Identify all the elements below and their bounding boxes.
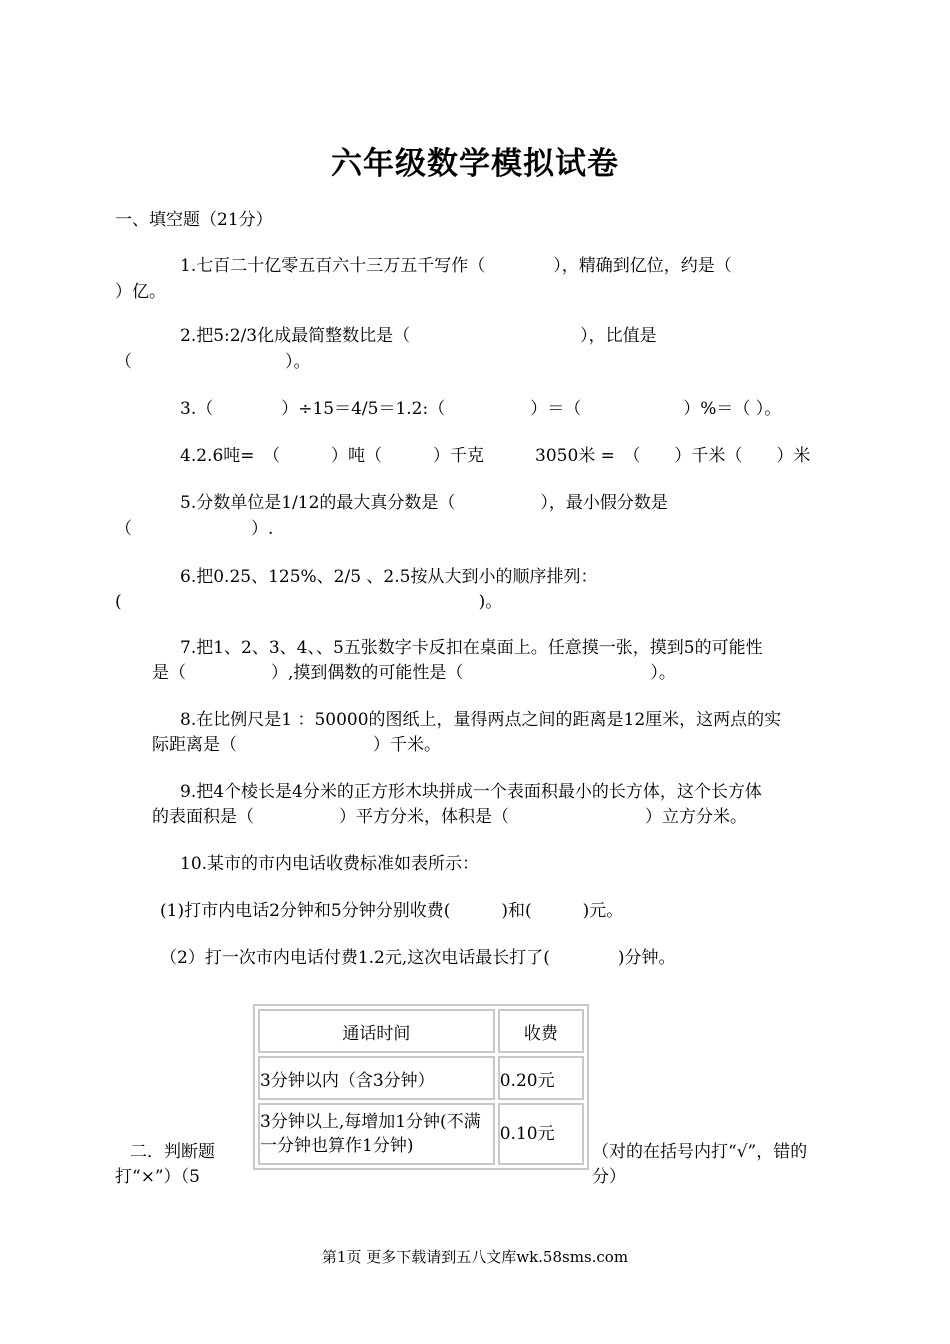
question-1-line-1: 1.七百二十亿零五百六十三万五千写作（ ），精确到亿位，约是（: [180, 256, 732, 276]
question-9-line-1: 9.把4个棱长是4分米的正方形木块拼成一个表面积最小的长方体，这个长方体: [180, 782, 762, 802]
page-title: 六年级数学模拟试卷: [331, 146, 619, 182]
question-10-part-2: （2）打一次市内电话付费1.2元,这次电话最长打了( )分钟。: [160, 948, 676, 968]
question-6-line-1: 6.把0.25、125%、2/5 、2.5按从大到小的顺序排列：: [180, 567, 598, 587]
question-5-line-2: （ ）.: [115, 519, 274, 539]
question-8-line-1: 8.在比例尺是1 ：50000的图纸上，量得两点之间的距离是12厘米，这两点的实: [180, 710, 782, 730]
table-cell: 3分钟以内（含3分钟）: [258, 1056, 495, 1100]
question-6-line-2: ( )。: [115, 592, 503, 612]
question-10: 10.某市的市内电话收费标准如表所示：: [180, 854, 480, 874]
question-7-line-1: 7.把1、2、3、4、、5五张数字卡反扣在桌面上。任意摸一张，摸到5的可能性: [180, 638, 763, 658]
question-2-line-2: （ ）。: [115, 352, 311, 372]
section-judgement-instruction-part-1: （对的在括号内打“√”，错的: [592, 1142, 808, 1162]
question-8-line-2: 际距离是（ ）千米。: [152, 735, 441, 755]
section-judgement-heading-part-2: 打“×”）（5: [115, 1167, 200, 1187]
section-judgement-instruction-part-2: 分）: [592, 1167, 626, 1187]
table-cell: 0.10元: [498, 1103, 584, 1165]
question-7-line-2: 是（ ）,摸到偶数的可能性是（ ）。: [152, 663, 676, 683]
table-header-cell: 通话时间: [258, 1009, 495, 1053]
table-row: [258, 1103, 584, 1165]
table-header-cell: 收费: [498, 1009, 584, 1053]
question-10-part-1: (1)打市内电话2分钟和5分钟分别收费( )和( )元。: [160, 901, 624, 921]
question-2-line-1: 2.把5:2/3化成最简整数比是（ ），比值是: [180, 326, 657, 346]
table-cell: 3分钟以上,每增加1分钟(不满一分钟也算作1分钟): [258, 1103, 495, 1165]
page-footer: 第1页 更多下载请到五八文库wk.58sms.com: [321, 1248, 629, 1266]
question-1-line-2: ）亿。: [115, 282, 166, 302]
question-3: 3.（ ）÷15＝4/5＝1.2:（ ）＝（ ）%＝（ ）。: [180, 399, 782, 419]
question-4: 4.2.6吨= （ ）吨（ ）千克 3050米 = （ ）千米（ ）米: [180, 446, 811, 466]
question-9-line-2: 的表面积是（ ）平方分米，体积是（ ）立方分米。: [152, 807, 747, 827]
section-judgement-heading-part-1: 二．判断题: [130, 1142, 215, 1162]
table-cell: 0.20元: [498, 1056, 584, 1100]
table-header-row: [258, 1009, 584, 1053]
question-5-line-1: 5.分数单位是1/12的最大真分数是（ ），最小假分数是: [180, 493, 668, 513]
section-fill-in-heading: 一、填空题（21分）: [115, 210, 273, 230]
table-row: [258, 1056, 584, 1100]
phone-fee-table: [253, 1004, 589, 1170]
